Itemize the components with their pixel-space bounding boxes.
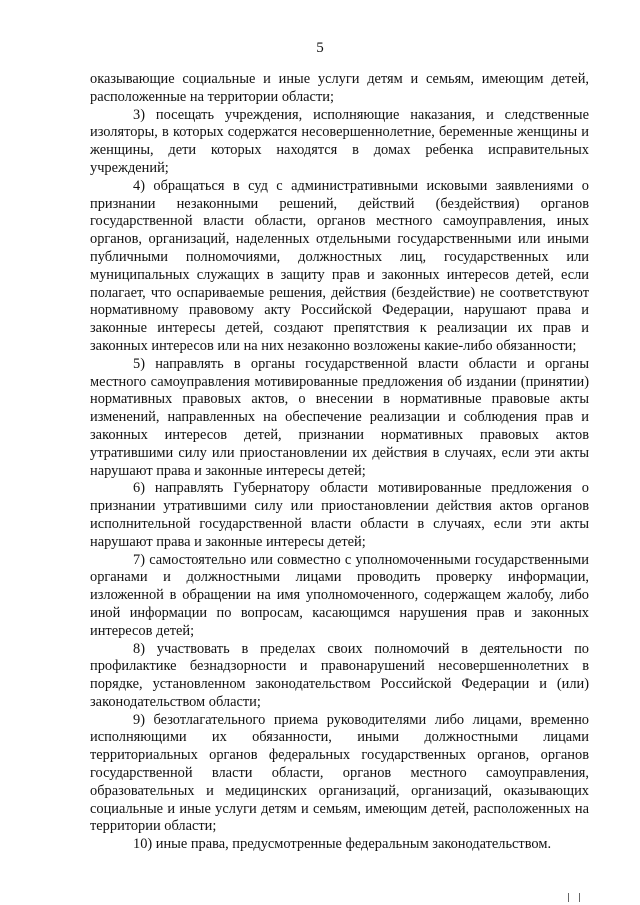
paragraph-item-9: 9) безотлагательного приема руководителями либо лицами, временно исполняющими их обязанности, иными должностными лицами территориальных органов федеральных государственных органов, органов государственной власти области, органов местного самоуправления, образовательных и медицинских организаций, организаций, оказывающих социальные и иные услуги детям и семьям, имеющим детей, расположенных на территории области;	[90, 711, 589, 835]
paragraph-item-4: 4) обращаться в суд с административными исковыми заявлениями о признании незаконными решений, действий (бездействия) органов государственной власти области, органов местного самоуправления, иных органов, организаций, наделенных отдельными государственными или иными публичными полномочиями, должностных лиц, государственных или муниципальных служащих в защиту прав и законных интересов детей, если полагает, что оспариваемые решения, действия (бездействие) не соответствуют нормативному правовому акту Российской Федерации, нарушают права и законные интересы детей, создают препятствия к реализации их прав и законных интересов или на них незаконно возложены какие-либо обязанности;	[90, 177, 589, 354]
paragraph-continuation: оказывающие социальные и иные услуги детям и семьям, имеющим детей, расположенные на территории области;	[90, 71, 589, 105]
scan-mark	[568, 893, 569, 902]
scan-corner-marks	[566, 893, 586, 903]
paragraph-item-7: 7) самостоятельно или совместно с уполномоченными государственными органами и должностными лицами проводить проверку информации, изложенной в обращении на имя уполномоченного, содержащем жалобу, либо иной информации по вопросам, касающимся нарушения прав и законных интересов детей;	[90, 551, 589, 639]
paragraph-item-3: 3) посещать учреждения, исполняющие наказания, и следственные изоляторы, в которых содержатся несовершеннолетние, беременные женщины и женщины, дети которых находятся в домах ребенка исправительных учреждений;	[90, 106, 589, 176]
document-body	[90, 71, 589, 854]
scan-mark	[579, 893, 580, 902]
paragraph-item-10: 10) иные права, предусмотренные федеральным законодательством.	[133, 836, 552, 853]
paragraph-item-5: 5) направлять в органы государственной власти области и органы местного самоуправления мотивированные предложения об издании (принятии) нормативных правовых актов, о внесении в нормативные правовые акты изменений, направленных на обеспечение реализации и соблюдения прав и законных интересов детей, признании нормативных правовых актов утратившими силу или приостановлении их действия в случаях, если эти акты нарушают права и законные интересы детей;	[90, 355, 589, 479]
paragraph-item-8: 8) участвовать в пределах своих полномочий в деятельности по профилактике безнадзорности и правонарушений несовершеннолетних в порядке, установленном законодательством Российской Федерации и (или) законодательством области;	[90, 640, 589, 710]
paragraph-item-6: 6) направлять Губернатору области мотивированные предложения о признании утратившими силу или приостановлении действия актов органов исполнительной государственной власти области в случаях, если эти акты нарушают права и законные интересы детей;	[90, 480, 589, 550]
page-number: 5	[316, 40, 324, 56]
